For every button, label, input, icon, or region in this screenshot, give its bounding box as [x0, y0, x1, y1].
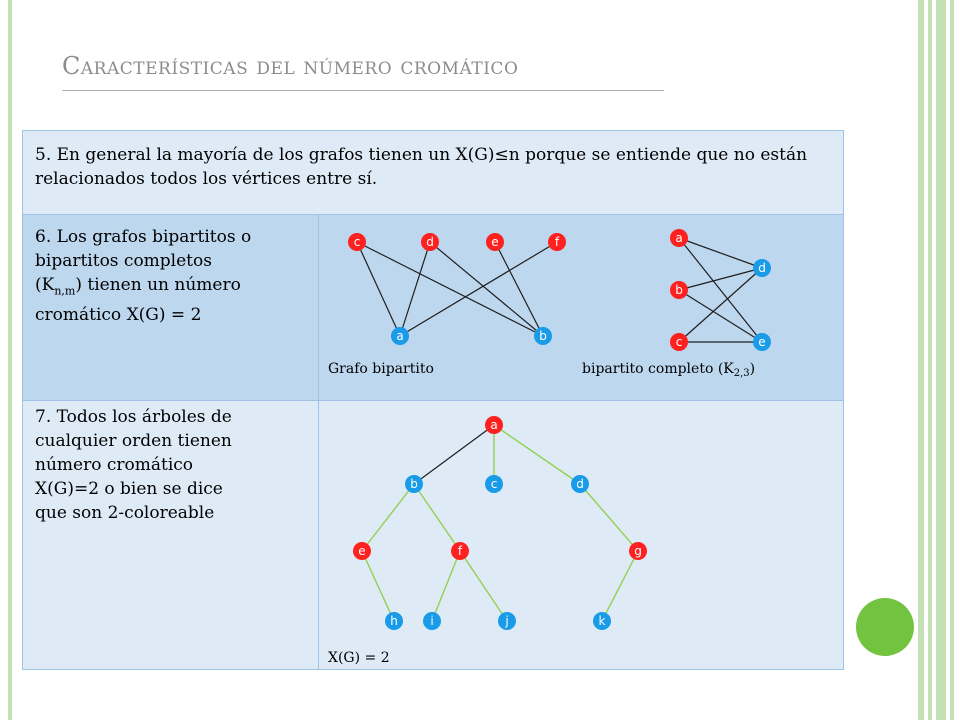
caption-bipartite: Grafo bipartito — [328, 361, 434, 377]
node-label: d — [426, 235, 434, 249]
complete-node-c — [670, 333, 688, 351]
tree-node-d — [571, 475, 589, 493]
bipartite-edge-d-b — [430, 242, 543, 336]
row6-subscript: n,m — [54, 284, 76, 298]
node-label: e — [758, 335, 766, 349]
complete-edge-b-e — [679, 290, 762, 342]
bipartite-edge-f-a — [400, 242, 557, 336]
complete-node-e — [753, 333, 771, 351]
node-label: d — [758, 261, 766, 275]
bipartite-node-d — [421, 233, 439, 251]
caption-part: ) — [749, 361, 756, 377]
bipartite-node-c — [348, 233, 366, 251]
tree-edge-b-f — [414, 484, 460, 551]
tree-node-b — [405, 475, 423, 493]
node-label: c — [675, 335, 683, 349]
complete-node-b — [670, 281, 688, 299]
node-label: b — [410, 477, 418, 491]
row7-line: número cromático — [35, 455, 194, 475]
tree-node-f — [451, 542, 469, 560]
row6-line: bipartitos completos — [35, 251, 212, 271]
row5-text: 5. En general la mayoría de los grafos tienen un X(G)≤n porque se entiende que no están relacionados todos los vértices entre sí. — [35, 145, 808, 189]
bipartite-node-b — [534, 327, 552, 345]
node-label: a — [396, 329, 404, 343]
node-label: f — [457, 544, 463, 558]
row7-line: cualquier orden tienen — [35, 431, 232, 451]
node-label: c — [490, 477, 498, 491]
tree-node-c — [485, 475, 503, 493]
tree-node-e — [353, 542, 371, 560]
node-label: k — [598, 614, 606, 628]
node-label: f — [554, 235, 560, 249]
bipartite-node-e — [486, 233, 504, 251]
tree-node-g — [629, 542, 647, 560]
row7-line: 7. Todos los árboles de — [35, 407, 232, 427]
tree-edge-f-j — [460, 551, 507, 621]
node-label: e — [491, 235, 499, 249]
caption-tree: X(G) = 2 — [328, 650, 390, 666]
row6-line: cromático X(G) = 2 — [35, 305, 202, 326]
bipartite-edge-c-b — [357, 242, 543, 336]
node-label: c — [353, 235, 361, 249]
tree-edge-d-g — [580, 484, 638, 551]
slide-title: CARACTERÍSTICAS DEL NÚMERO CROMÁTICO — [62, 52, 519, 80]
tree-edge-a-b — [414, 425, 494, 484]
complete-node-a — [670, 229, 688, 247]
tree-node-a — [485, 416, 503, 434]
bipartite-edge-c-a — [357, 242, 400, 336]
tree-edge-a-d — [494, 425, 580, 484]
caption-complete-bipartite — [582, 361, 755, 379]
tree-node-k — [593, 612, 611, 630]
node-label: h — [390, 614, 398, 628]
node-label: a — [490, 418, 498, 432]
bipartite-edge-d-a — [400, 242, 430, 336]
caption-subscript: 2,3 — [733, 368, 750, 379]
row6-line: 6. Los grafos bipartitos o — [35, 227, 252, 247]
tree-edge-f-i — [432, 551, 460, 621]
node-label: a — [675, 231, 683, 245]
complete-node-d — [753, 259, 771, 277]
node-label: d — [576, 477, 584, 491]
bipartite-node-f — [548, 233, 566, 251]
bipartite-edge-e-b — [495, 242, 543, 336]
node-label: g — [634, 544, 642, 558]
row7-line: X(G)=2 o bien se dice — [35, 479, 223, 499]
tree-node-i — [423, 612, 441, 630]
row6-line-part: ) tienen un número — [75, 275, 241, 295]
caption-part: bipartito completo (K — [582, 361, 734, 377]
tree-node-j — [498, 612, 516, 630]
node-label: i — [430, 614, 434, 628]
tree-edge-g-k — [602, 551, 638, 621]
row7-line: que son 2-coloreable — [35, 503, 215, 523]
tree-node-h — [385, 612, 403, 630]
row6-line-part: (K — [35, 275, 55, 295]
node-label: e — [358, 544, 366, 558]
nodes-layer — [348, 229, 771, 630]
tree-edge-e-h — [362, 551, 394, 621]
node-label: b — [539, 329, 547, 343]
bipartite-node-a — [391, 327, 409, 345]
node-label: b — [675, 283, 683, 297]
tree-edge-b-e — [362, 484, 414, 551]
node-label: j — [505, 614, 509, 628]
edges-layer — [357, 238, 762, 621]
